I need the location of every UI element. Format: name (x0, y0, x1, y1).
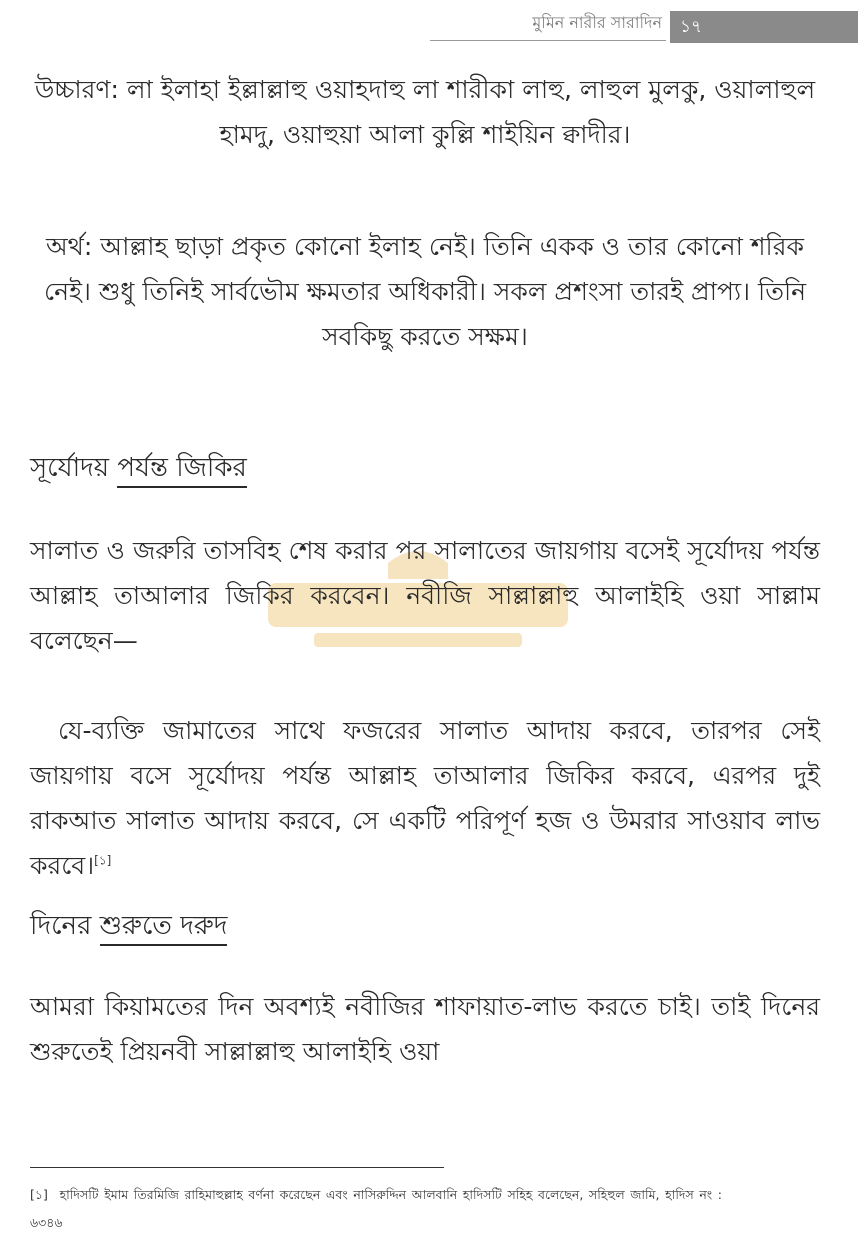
hadith-text: যে-ব্যক্তি জামাতের সাথে ফজরের সালাত আদায় করবে, তারপর সেই জায়গায় বসে সূর্যোদয় পর্যন্ত আল্লাহ তাআলার জিকির করবে, এরপর দুই রাকআত সালাত আদায় করবে, সে একটি পরিপূর্ণ হজ ও উমরার সাওয়াব লাভ করবে। (30, 716, 820, 880)
paragraph-sunrise: সালাত ও জরুরি তাসবিহ শেষ করার পর সালাতের জায়গায় বসেই সূর্যোদয় পর্যন্ত আল্লাহ তাআলার জিকির করবেন। নবীজি সাল্লাল্লাহু আলাইহি ওয়া সাল্লাম বলেছেন— (30, 536, 820, 655)
paragraph-durood: আমরা কিয়ামতের দিন অবশ্যই নবীজির শাফায়াত-লাভ করতে চাই। তাই দিনের শুরুতেই প্রিয়নবী সাল্লাল্লাহু আলাইহি ওয়া (30, 992, 820, 1066)
footnote-marker: [১] (30, 1187, 48, 1202)
section-heading-sunrise-zikr (30, 448, 247, 488)
meaning-paragraph (30, 224, 820, 359)
section-heading-morning-durood (30, 906, 227, 946)
header-rule (430, 40, 666, 41)
meaning-label: অর্থ: (46, 232, 93, 261)
footnote (30, 1181, 722, 1237)
pronunciation-paragraph (30, 67, 820, 157)
meaning-text: আল্লাহ ছাড়া প্রকৃত কোনো ইলাহ নেই। তিনি একক ও তার কোনো শরিক নেই। শুধু তিনিই সার্বভৌম ক্ষমতার অধিকারী। সকল প্রশংসা তারই প্রাপ্য। তিনি সবকিছু করতে সক্ষম। (43, 232, 807, 351)
page-number-tab (666, 11, 858, 43)
tab-separator (666, 11, 670, 43)
footnote-reference[interactable]: [১] (94, 853, 112, 868)
page-number: ১৭ (680, 17, 703, 37)
hadith-paragraph (30, 708, 820, 888)
heading-part: দিনের (30, 911, 100, 941)
book-title: মুমিন নারীর সারাদিন (532, 13, 662, 32)
heading-part: সূর্যোদয় (30, 453, 118, 483)
footnote-divider (30, 1167, 444, 1168)
pronunciation-label: উচ্চারণ: (34, 75, 119, 104)
pronunciation-text: লা ইলাহা ইল্লাল্লাহু ওয়াহদাহু লা শারীকা লাহু, লাহুল মুলকু, ওয়ালাহুল হামদু, ওয়াহুয়া আলা কুল্লি শাইয়িন ক্বাদীর। (126, 75, 816, 149)
heading-underlined-part: পর্যন্ত জিকির (117, 453, 246, 488)
heading-underlined-part: শুরুতে দরুদ (100, 911, 228, 946)
footnote-text: হাদিসটি ইমাম তিরমিজি রাহিমাহুল্লাহ বর্ণনা করেছেন এবং নাসিরুদ্দিন আলবানি হাদিসটি সহিহ বলেছেন, সহিহুল জামি, হাদিস নং : ৬৩৪৬ (30, 1187, 722, 1230)
